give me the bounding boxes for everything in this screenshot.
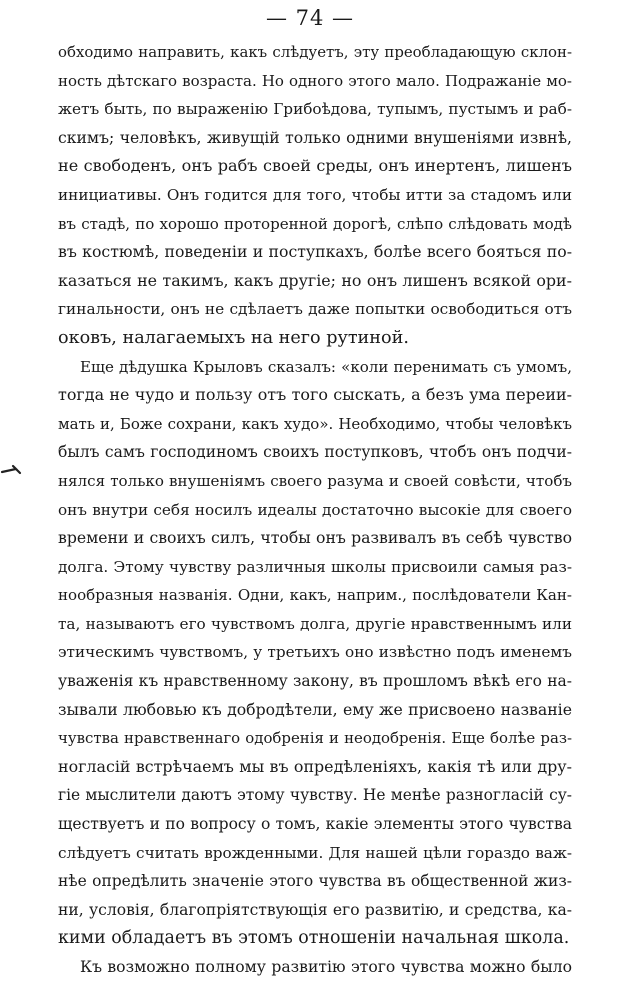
text-line: ществуетъ и по вопросу о томъ, какіе элементы этого чувства: [58, 815, 572, 834]
text-line: ногласій встрѣчаемъ мы въ опредѣленіяхъ, какія тѣ или дру-: [58, 756, 572, 776]
text-line: обходимо направить, какъ слѣдуетъ, эту преобладающую склон-: [58, 43, 572, 61]
text-line: слѣдуетъ считать врожденными. Для нашей цѣли гораздо важ-: [58, 843, 572, 862]
text-line: гинальности, онъ не сдѣлаетъ даже попытки освободиться отъ: [58, 300, 572, 319]
text-line: скимъ; человѣкъ, живущій только одними внушеніями извнѣ,: [58, 127, 572, 147]
text-line: чувства нравственнаго одобренія и неодобренія. Еще болѣе раз-: [58, 729, 572, 748]
text-line: этическимъ чувствомъ, у третьихъ оно извѣстно подъ именемъ: [58, 643, 572, 662]
text-line: нообразныя названія. Одни, какъ, наприм., послѣдователи Кан-: [58, 586, 572, 605]
text-line: нялся только внушеніямъ своего разума и своей совѣсти, чтобъ: [58, 471, 572, 490]
text-line: долга. Этому чувству различныя школы присвоили самыя раз-: [58, 557, 572, 576]
text-line: уваженія къ нравственному закону, въ прошломъ вѣкѣ его на-: [58, 672, 572, 691]
text-line: нѣе опредѣлить значеніе этого чувства въ общественной жиз-: [58, 872, 572, 891]
paragraph-end-line: оковъ, налагаемыхъ на него рутиной.: [58, 327, 409, 348]
text-line: времени и своихъ силъ, чтобы онъ развивалъ въ себѣ чувство: [58, 528, 572, 548]
text-line: инициативы. Онъ годится для того, чтобы итти за стадомъ или: [58, 185, 572, 204]
text-line: ность дѣтскаго возраста. Но одного этого мало. Подражаніе мо-: [58, 71, 572, 90]
paragraph-end-line: кими обладаетъ въ этомъ отношеніи начальная школа.: [58, 928, 570, 949]
margin-pencil-mark: [0, 460, 30, 480]
text-line: жетъ быть, по выраженію Грибоѣдова, тупымъ, пустымъ и раб-: [58, 100, 572, 119]
text-line: гіе мыслители даютъ этому чувству. Не менѣе разногласій су-: [58, 786, 572, 805]
text-line: въ стадѣ, по хорошо проторенной дорогѣ, слѣпо слѣдовать модѣ: [58, 214, 572, 233]
text-line: былъ самъ господиномъ своихъ поступковъ, чтобъ онъ подчи-: [58, 443, 572, 462]
text-line: та, называютъ его чувствомъ долга, другіе нравственнымъ или: [58, 614, 572, 633]
text-line: ни, условія, благопріятствующія его развитію, и средства, ка-: [58, 900, 572, 919]
paragraph-start-line: Къ возможно полному развитію этого чувства можно было: [80, 958, 572, 976]
body-text: [58, 38, 572, 982]
text-line: не свободенъ, онъ рабъ своей среды, онъ инертенъ, лишенъ: [58, 156, 572, 176]
paragraph-start-line: Еще дѣдушка Крыловъ сказалъ: «коли перенимать съ умомъ,: [80, 357, 572, 376]
text-line: мать и, Боже сохрани, какъ худо». Необходимо, чтобы человѣкъ: [58, 414, 572, 433]
text-line: казаться не такимъ, какъ другіе; но онъ лишенъ всякой ори-: [58, 270, 572, 290]
text-line: онъ внутри себя носилъ идеалы достаточно высокіе для своего: [58, 500, 572, 519]
page-number: — 74 —: [265, 6, 355, 30]
text-line: зывали любовью къ добродѣтели, ему же присвоено названіе: [58, 699, 572, 719]
text-line: въ костюмѣ, поведеніи и поступкахъ, болѣе всего бояться по-: [58, 242, 572, 262]
text-line: тогда не чудо и пользу отъ того сыскать, а безъ ума переии-: [58, 385, 572, 405]
